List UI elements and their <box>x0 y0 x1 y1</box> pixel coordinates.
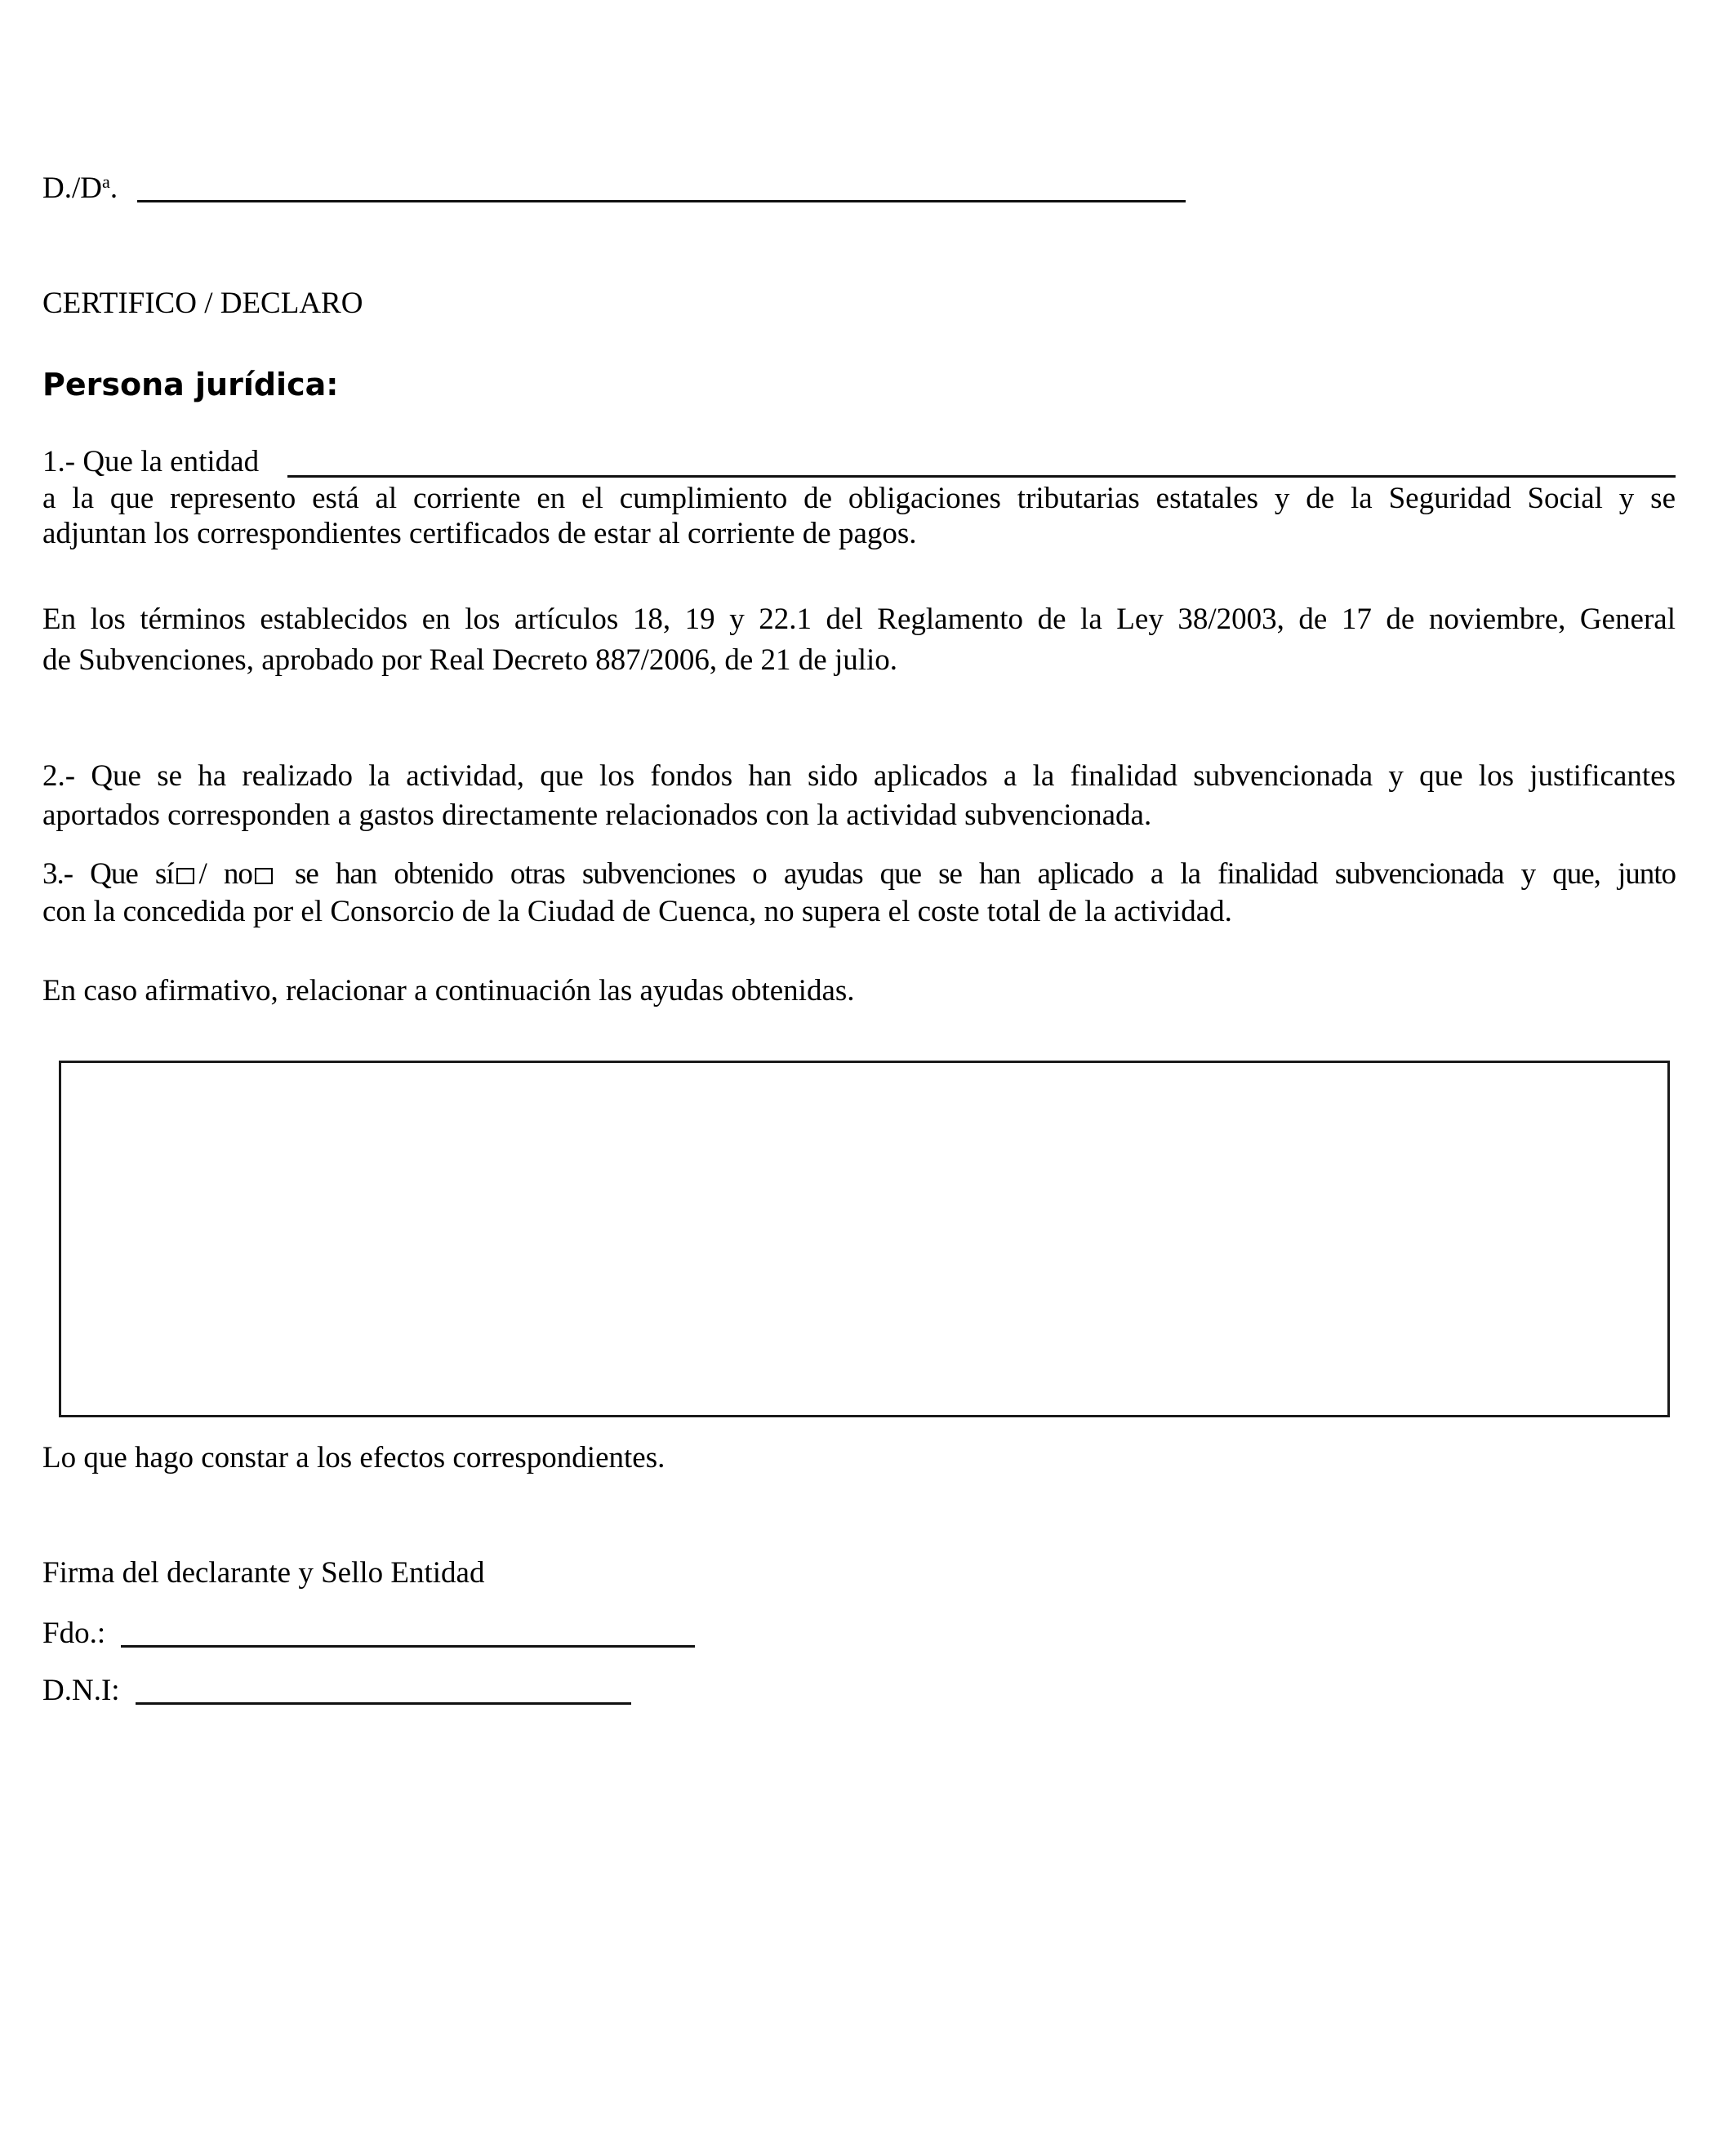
closing-statement: Lo que hago constar a los efectos correspondientes. <box>42 1441 665 1474</box>
checkbox-no[interactable] <box>255 868 273 884</box>
item3-separator: / no <box>198 857 252 891</box>
item1-line3: adjuntan los correspondientes certificados de estar al corriente de pagos. <box>42 517 917 550</box>
name-field-line[interactable] <box>137 200 1186 202</box>
dni-field-line[interactable] <box>136 1702 631 1705</box>
item3-rest: se han obtenido otras subvenciones o ayudas que se han aplicado a la finalidad subvencionada y que, junto <box>294 857 1676 891</box>
name-label: $D./D^a$. <box>42 171 118 205</box>
legal-ref-line1: En los términos establecidos en los artículos 18, 19 y 22.1 del Reglamento de la Ley 38/2003, de 17 de noviembre, General <box>42 603 1676 636</box>
signature-title: Firma del declarante y Sello Entidad <box>42 1556 485 1590</box>
fdo-field-line[interactable] <box>121 1645 695 1648</box>
item2-line1: 2.- Que se ha realizado la actividad, que los fondos han sido aplicados a la finalidad subvencionada y que los justificantes <box>42 759 1676 793</box>
checkbox-si[interactable] <box>176 868 194 884</box>
item3-line1 <box>42 855 1676 893</box>
item3-prefix: 3.- Que sí <box>42 857 174 891</box>
item1-prefix: 1.- Que la entidad <box>42 445 260 478</box>
certify-declare-label: CERTIFICO / DECLARO <box>42 287 363 320</box>
item2-line2: aportados corresponden a gastos directamente relacionados con la actividad subvencionada. <box>42 798 1152 832</box>
dni-label: D.N.I: <box>42 1674 120 1707</box>
entity-field-line[interactable] <box>287 475 1676 478</box>
aid-instruction: En caso afirmativo, relacionar a continuación las ayudas obtenidas. <box>42 974 855 1007</box>
item3-line2: con la concedida por el Consorcio de la Ciudad de Cuenca, no supera el coste total de la actividad. <box>42 895 1232 928</box>
legal-ref-line2: de Subvenciones, aprobado por Real Decreto 887/2006, de 21 de julio. <box>42 643 898 677</box>
section-title: Persona jurídica: <box>42 367 339 403</box>
aid-list-textarea[interactable] <box>59 1061 1670 1417</box>
fdo-label: Fdo.: <box>42 1617 106 1650</box>
item1-line2: a la que represento está al corriente en el cumplimiento de obligaciones tributarias estatales y de la Seguridad Social y se <box>42 482 1676 515</box>
